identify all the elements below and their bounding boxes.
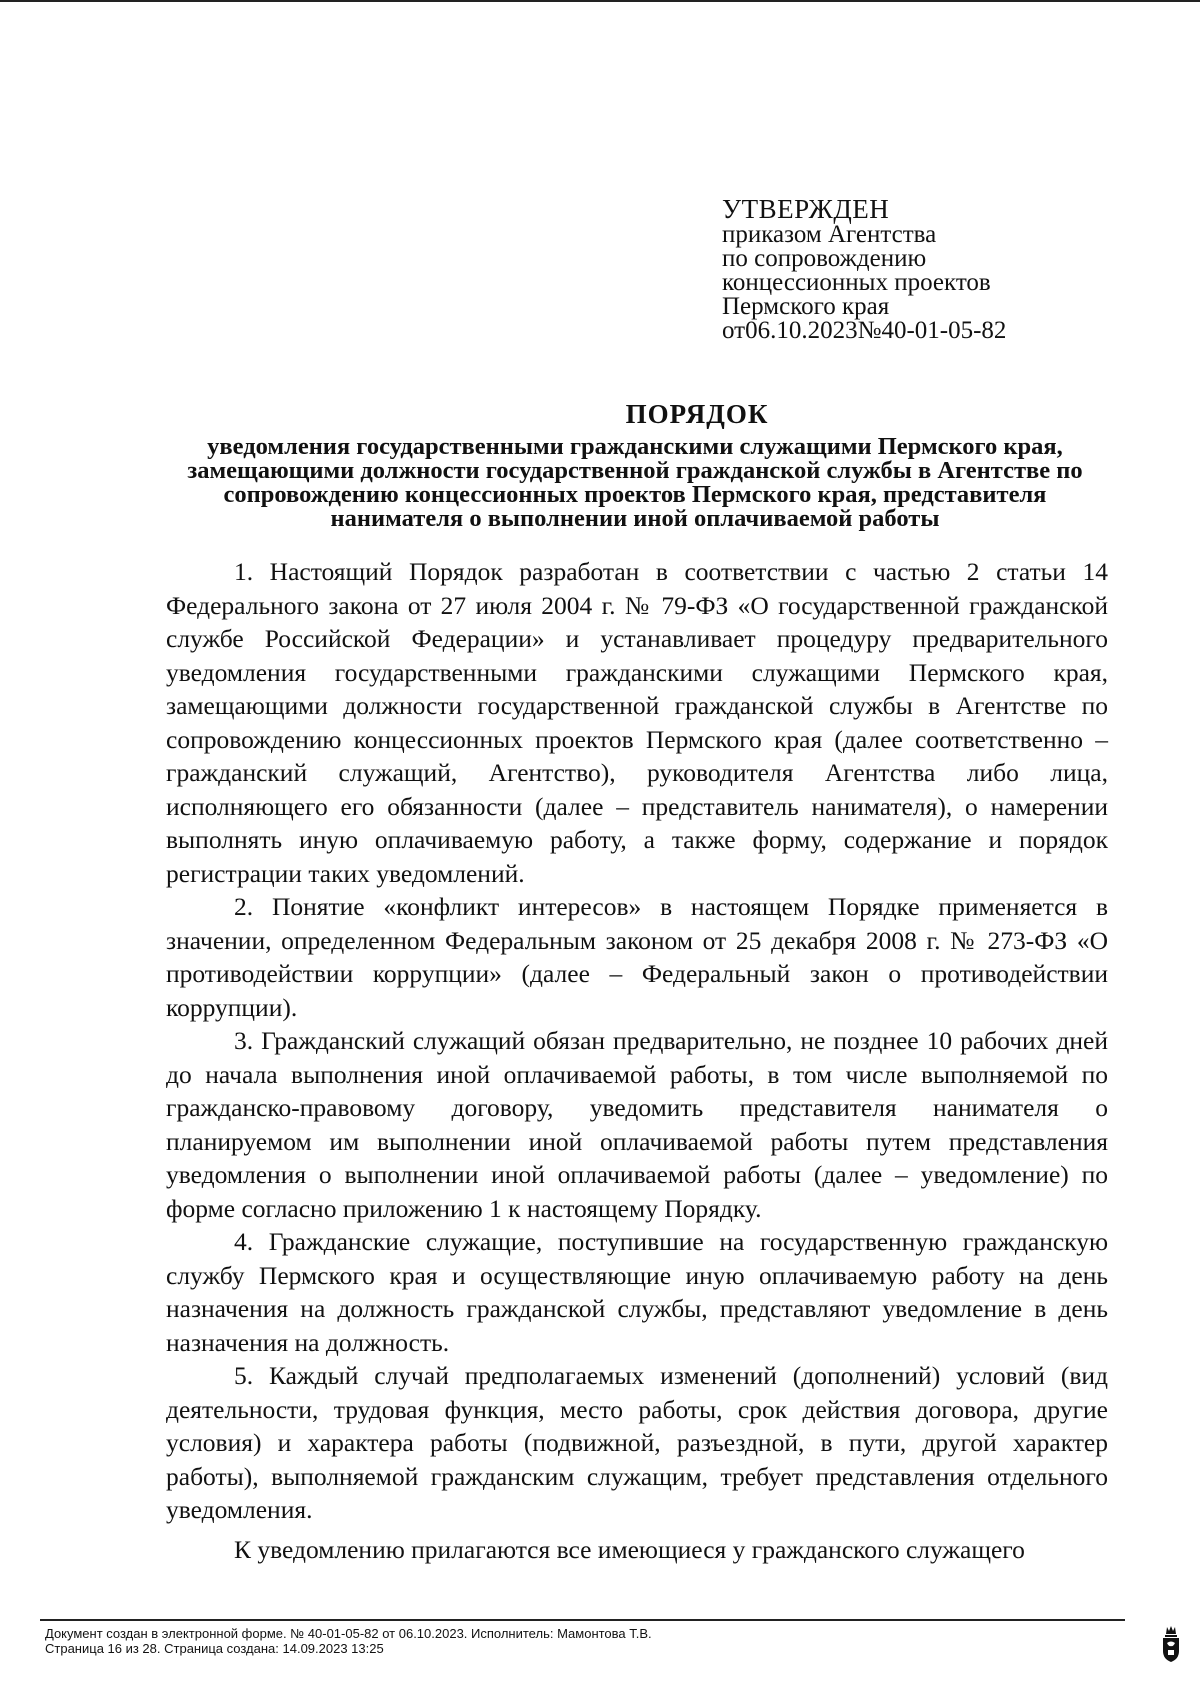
approval-heading: УТВЕРЖДЕН xyxy=(722,194,890,224)
paragraph-2: 2. Понятие «конфликт интересов» в настоящем Порядке применяется в значении, определенном Федеральным законом от 25 декабря 2008 г. № 273-ФЗ «О противодействии коррупции» (далее – Федеральный закон о противодействии коррупции). xyxy=(166,892,1108,1022)
page-footer xyxy=(45,1626,652,1656)
paragraph-1: 1. Настоящий Порядок разработан в соответствии с частью 2 статьи 14 Федерального закона от 27 июля 2004 г. № 79-ФЗ «О государственной гражданской службе Российской Федерации» и устанавливает процедуру предварительного уведомления государственными гражданскими служащими Пермского края, замещающими должности государственной гражданской службы в Агентстве по сопровождению концессионных проектов Пермского края (далее соответственно – гражданский служащий, Агентство), руководителя Агентства либо лица, исполняющего его обязанности (далее – представитель нанимателя), о намерении выполнять иную оплачиваемую работу, а также форму, содержание и порядок регистрации таких уведомлений. xyxy=(166,557,1108,888)
footer-document-info: Документ создан в электронной форме. № 40-01-05-82 от 06.10.2023. Исполнитель: Мамонтова Т.В. xyxy=(45,1626,652,1641)
footer-page-info: Страница 16 из 28. Страница создана: 14.09.2023 13:25 xyxy=(45,1641,384,1656)
approval-line: концессионных проектов xyxy=(722,269,991,296)
paragraph-4: 4. Гражданские служащие, поступившие на государственную гражданскую службу Пермского края и осуществляющие иную оплачиваемую работу на день назначения на должность гражданской службы, представляют уведомление в день назначения на должность. xyxy=(166,1227,1108,1357)
document-subtitle: уведомления государственными гражданскими служащими Пермского края, замещающими должности государственной гражданской службы в Агентстве по сопровождению концессионных проектов Пермского края, представителя нанимателя о выполнении иной оплачиваемой работы xyxy=(187,433,1083,532)
approval-line: приказом Агентства xyxy=(722,221,937,248)
paragraph-5: 5. Каждый случай предполагаемых изменений (дополнений) условий (вид деятельности, трудовая функция, место работы, срок действия договора, другие условия) и характера работы (подвижной, разъездной, в пути, другой характер работы), выполняемой гражданским служащим, требует представления отдельного уведомления. xyxy=(166,1361,1108,1524)
paragraph-6: К уведомлению прилагаются все имеющиеся у гражданского служащего xyxy=(234,1534,1025,1564)
approval-stamp xyxy=(722,194,1007,344)
perm-krai-emblem-icon xyxy=(1160,1625,1182,1663)
approval-line: Пермского края xyxy=(722,293,890,320)
footer-divider xyxy=(40,1619,1125,1621)
document-body xyxy=(166,555,1108,1566)
paragraph-3: 3. Гражданский служащий обязан предварительно, не позднее 10 рабочих дней до начала выполнения иной оплачиваемой работы, в том числе выполняемой по гражданско-правовому договору, уведомить представителя нанимателя о планируемом им выполнении иной оплачиваемой работы путем представления уведомления о выполнении иной оплачиваемой работы (далее – уведомление) по форме согласно приложению 1 к настоящему Порядку. xyxy=(166,1026,1108,1223)
approval-line: по сопровождению xyxy=(722,245,927,272)
document-title: ПОРЯДОК xyxy=(625,399,769,429)
approval-date-number: от06.10.2023№40-01-05-82 xyxy=(722,317,1007,344)
